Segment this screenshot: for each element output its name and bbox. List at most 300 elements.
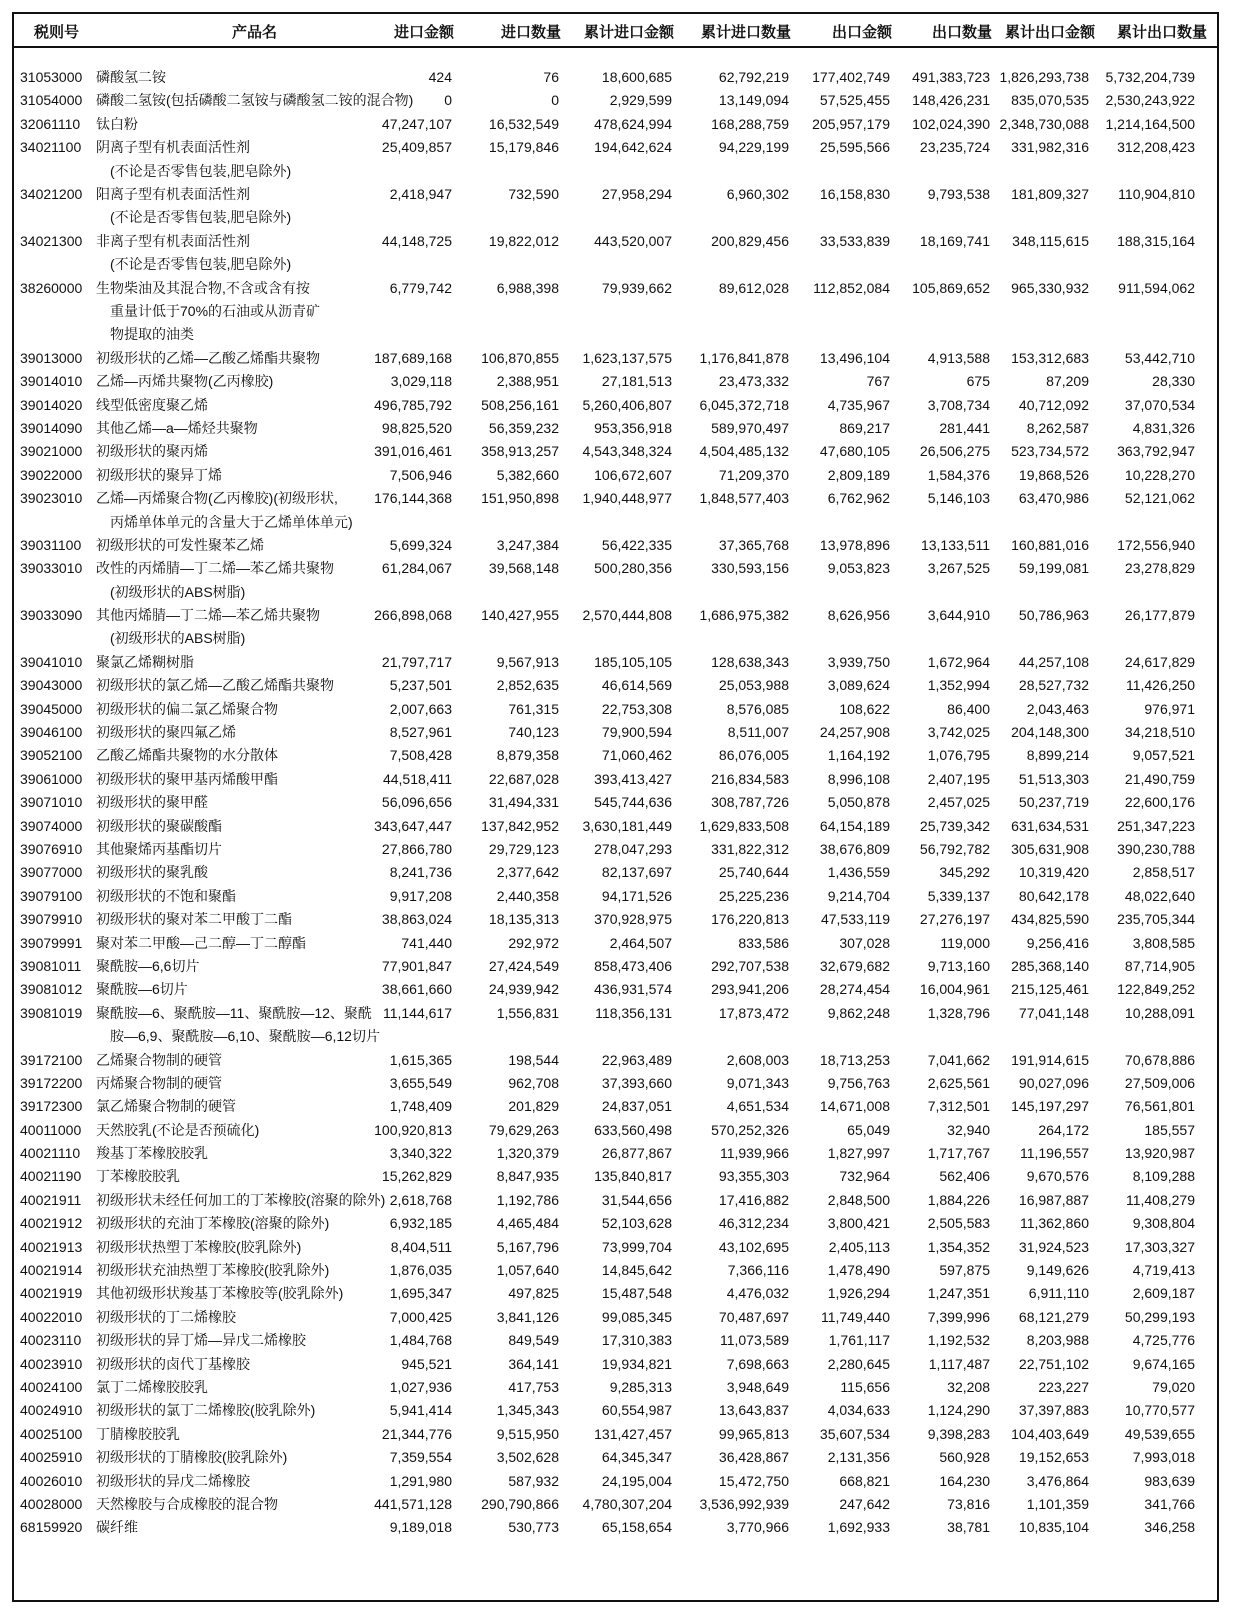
export-amount-cell: 8,626,956 bbox=[827, 607, 890, 624]
cumulative-export-quantity-cell: 122,849,252 bbox=[1117, 981, 1195, 998]
import-quantity-cell: 201,829 bbox=[508, 1098, 559, 1115]
cumulative-import-amount-cell: 24,837,051 bbox=[601, 1098, 672, 1115]
product-name bbox=[96, 183, 291, 230]
cumulative-import-quantity-cell: 25,053,988 bbox=[718, 677, 789, 694]
cumulative-export-quantity-cell: 76,561,801 bbox=[1124, 1098, 1195, 1115]
tariff-code: 40022010 bbox=[20, 1308, 83, 1325]
cumulative-import-quantity-cell: 331,822,312 bbox=[711, 841, 789, 857]
product-name-line: 初级形状的聚异丁烯 bbox=[96, 466, 222, 483]
import-quantity-cell: 497,825 bbox=[508, 1285, 559, 1302]
cumulative-import-amount-cell: 2,929,599 bbox=[609, 92, 672, 109]
import-amount-cell: 25,409,857 bbox=[381, 139, 452, 156]
export-amount-cell: 9,053,823 bbox=[827, 560, 890, 577]
table-row bbox=[14, 534, 1217, 557]
product-name bbox=[96, 768, 278, 791]
import-amount-cell: 7,508,428 bbox=[389, 747, 452, 764]
cumulative-import-amount-cell: 71,060,462 bbox=[601, 747, 672, 764]
cumulative-export-quantity-cell: 23,278,829 bbox=[1124, 560, 1195, 577]
import-quantity-cell: 2,440,358 bbox=[496, 887, 559, 904]
cumulative-export-amount-cell: 204,148,300 bbox=[1011, 724, 1089, 741]
cumulative-export-amount-cell: 9,670,576 bbox=[1026, 1168, 1089, 1185]
product-name-line: 聚氯乙烯糊树脂 bbox=[96, 653, 194, 670]
cumulative-import-amount-cell: 545,744,636 bbox=[594, 794, 672, 811]
import-amount-cell: 1,876,035 bbox=[389, 1262, 452, 1279]
import-amount-cell: 3,340,322 bbox=[389, 1145, 452, 1162]
tariff-code: 34021200 bbox=[20, 185, 83, 202]
cumulative-export-amount-cell: 37,397,883 bbox=[1018, 1402, 1089, 1419]
cumulative-export-quantity-cell: 251,347,223 bbox=[1117, 817, 1195, 834]
import-quantity-cell: 79,629,263 bbox=[488, 1121, 559, 1138]
cumulative-import-quantity-cell: 128,638,343 bbox=[711, 653, 789, 670]
export-amount-cell: 28,274,454 bbox=[819, 981, 890, 998]
export-quantity-cell: 3,644,910 bbox=[927, 607, 990, 624]
cumulative-import-amount-cell: 27,181,513 bbox=[601, 373, 672, 390]
cumulative-export-quantity-cell: 346,258 bbox=[1144, 1519, 1195, 1536]
import-quantity-cell: 6,988,398 bbox=[496, 279, 559, 296]
cumulative-import-amount-cell: 278,047,293 bbox=[594, 841, 672, 857]
cumulative-export-amount-cell: 285,368,140 bbox=[1011, 957, 1089, 974]
cumulative-import-amount-cell: 65,158,654 bbox=[601, 1519, 672, 1536]
cumulative-import-quantity-cell: 3,948,649 bbox=[726, 1379, 789, 1395]
cumulative-export-quantity-cell: 5,732,204,739 bbox=[1105, 69, 1195, 85]
tariff-code: 39077000 bbox=[20, 864, 83, 881]
cumulative-import-quantity-cell: 99,965,813 bbox=[718, 1425, 789, 1442]
product-name-line: 初级形状的聚碳酸酯 bbox=[96, 817, 222, 834]
cumulative-import-quantity-cell: 11,939,966 bbox=[719, 1145, 789, 1162]
cumulative-export-amount-cell: 51,513,303 bbox=[1018, 770, 1089, 787]
import-amount-cell: 77,901,847 bbox=[381, 957, 452, 974]
export-quantity-cell: 1,076,795 bbox=[927, 747, 990, 764]
product-name bbox=[96, 1002, 380, 1049]
import-quantity-cell: 18,135,313 bbox=[488, 911, 559, 928]
cumulative-import-amount-cell: 3,630,181,449 bbox=[582, 817, 672, 834]
cumulative-export-quantity-cell: 1,214,164,500 bbox=[1105, 115, 1195, 132]
product-name-line: 丙烯聚合物制的硬管 bbox=[96, 1074, 222, 1091]
cumulative-import-amount-cell: 52,103,628 bbox=[601, 1215, 672, 1232]
import-amount-cell: 8,241,736 bbox=[389, 864, 452, 881]
cumulative-import-quantity-cell: 6,045,372,718 bbox=[699, 396, 789, 413]
cumulative-export-amount-cell: 153,312,683 bbox=[1011, 349, 1089, 366]
cumulative-export-quantity-cell: 37,070,534 bbox=[1124, 396, 1195, 413]
export-amount-cell: 9,214,704 bbox=[827, 887, 890, 904]
tariff-code: 34021300 bbox=[20, 232, 83, 249]
product-name bbox=[96, 1493, 278, 1516]
import-amount-cell: 2,618,768 bbox=[389, 1191, 452, 1208]
export-quantity-cell: 148,426,231 bbox=[912, 92, 990, 109]
import-quantity-cell: 16,532,549 bbox=[488, 115, 559, 132]
import-amount-cell: 6,779,742 bbox=[389, 279, 452, 296]
cumulative-import-amount-cell: 436,931,574 bbox=[594, 981, 672, 998]
cumulative-export-quantity-cell: 4,725,776 bbox=[1132, 1332, 1195, 1349]
export-amount-cell: 1,436,559 bbox=[827, 864, 890, 881]
import-quantity-cell: 2,388,951 bbox=[496, 373, 559, 390]
tariff-code: 39052100 bbox=[20, 747, 83, 764]
cumulative-import-amount-cell: 185,105,105 bbox=[594, 653, 672, 670]
product-name bbox=[96, 1516, 138, 1539]
export-quantity-cell: 32,940 bbox=[947, 1121, 990, 1138]
product-name-line: (不论是否零售包装,肥皂除外) bbox=[110, 162, 292, 179]
export-amount-cell: 35,607,534 bbox=[819, 1425, 890, 1442]
export-quantity-cell: 9,793,538 bbox=[927, 185, 990, 202]
table-row bbox=[14, 1282, 1217, 1305]
cumulative-import-amount-cell: 4,780,307,204 bbox=[582, 1495, 672, 1512]
cumulative-export-amount-cell: 50,786,963 bbox=[1018, 607, 1089, 624]
import-amount-cell: 2,007,663 bbox=[389, 700, 452, 717]
product-name-line: (初级形状的ABS树脂) bbox=[110, 630, 246, 647]
header-export-quantity: 出口数量 bbox=[931, 24, 992, 41]
export-amount-cell: 1,478,490 bbox=[827, 1262, 890, 1279]
table-row bbox=[14, 1049, 1217, 1072]
product-name bbox=[96, 440, 208, 463]
tariff-code: 39074000 bbox=[20, 817, 83, 834]
export-quantity-cell: 1,192,532 bbox=[927, 1332, 990, 1349]
cumulative-export-quantity-cell: 49,539,655 bbox=[1124, 1425, 1195, 1442]
cumulative-export-quantity-cell: 2,858,517 bbox=[1132, 864, 1195, 881]
cumulative-import-quantity-cell: 7,698,663 bbox=[726, 1355, 789, 1372]
cumulative-import-quantity-cell: 293,941,206 bbox=[711, 981, 789, 998]
product-name-line: 重量计低于70%的石油或从沥青矿 bbox=[110, 302, 321, 319]
import-amount-cell: 424 bbox=[428, 69, 452, 85]
export-amount-cell: 3,089,624 bbox=[827, 677, 890, 694]
product-name bbox=[96, 861, 208, 884]
cumulative-import-quantity-cell: 833,586 bbox=[738, 934, 789, 951]
product-name-line: 初级形状的氯乙烯—乙酸乙烯酯共聚物 bbox=[96, 677, 334, 694]
product-name bbox=[96, 698, 278, 721]
product-name bbox=[96, 721, 236, 744]
product-name-line: 线型低密度聚乙烯 bbox=[96, 396, 208, 413]
table-header bbox=[14, 14, 1217, 48]
table-row bbox=[14, 1353, 1217, 1376]
cumulative-export-amount-cell: 44,257,108 bbox=[1018, 653, 1089, 670]
cumulative-import-quantity-cell: 292,707,538 bbox=[711, 957, 789, 974]
export-quantity-cell: 1,717,767 bbox=[927, 1145, 990, 1162]
import-amount-cell: 5,941,414 bbox=[389, 1402, 452, 1419]
cumulative-export-quantity-cell: 13,920,987 bbox=[1124, 1145, 1195, 1162]
import-quantity-cell: 8,847,935 bbox=[496, 1168, 559, 1185]
cumulative-import-quantity-cell: 4,651,534 bbox=[726, 1098, 789, 1115]
table-row bbox=[14, 557, 1217, 604]
export-amount-cell: 18,713,253 bbox=[819, 1051, 890, 1068]
cumulative-export-amount-cell: 264,172 bbox=[1038, 1121, 1089, 1138]
product-name-line: 初级形状的聚甲基丙烯酸甲酯 bbox=[96, 770, 278, 787]
export-quantity-cell: 26,506,275 bbox=[919, 443, 990, 460]
export-quantity-cell: 25,739,342 bbox=[919, 817, 990, 834]
import-quantity-cell: 198,544 bbox=[508, 1051, 559, 1068]
cumulative-export-quantity-cell: 390,230,788 bbox=[1117, 841, 1195, 857]
export-amount-cell: 47,680,105 bbox=[819, 443, 890, 460]
tariff-code: 40021190 bbox=[20, 1168, 82, 1185]
cumulative-import-amount-cell: 31,544,656 bbox=[601, 1191, 672, 1208]
export-quantity-cell: 38,781 bbox=[947, 1519, 990, 1536]
tariff-code: 39023010 bbox=[20, 490, 83, 507]
cumulative-import-amount-cell: 17,310,383 bbox=[601, 1332, 672, 1349]
table-row bbox=[14, 838, 1217, 861]
import-amount-cell: 176,144,368 bbox=[374, 490, 452, 507]
product-name bbox=[96, 604, 320, 651]
product-name-line: 初级形状的不饱和聚酯 bbox=[96, 887, 236, 904]
cumulative-import-quantity-cell: 13,643,837 bbox=[718, 1402, 789, 1419]
export-quantity-cell: 1,584,376 bbox=[927, 466, 990, 483]
export-quantity-cell: 2,407,195 bbox=[927, 770, 990, 787]
export-amount-cell: 1,926,294 bbox=[827, 1285, 890, 1302]
export-quantity-cell: 2,625,561 bbox=[927, 1074, 990, 1091]
table-row bbox=[14, 394, 1217, 417]
cumulative-export-amount-cell: 87,209 bbox=[1046, 373, 1089, 390]
export-quantity-cell: 2,457,025 bbox=[927, 794, 990, 811]
export-quantity-cell: 562,406 bbox=[939, 1168, 990, 1185]
export-amount-cell: 32,679,682 bbox=[819, 957, 890, 974]
tariff-code: 39022000 bbox=[20, 466, 83, 483]
export-amount-cell: 9,756,763 bbox=[827, 1074, 890, 1091]
table-row bbox=[14, 1470, 1217, 1493]
tariff-code: 39172200 bbox=[20, 1074, 83, 1091]
cumulative-export-amount-cell: 80,642,178 bbox=[1018, 887, 1089, 904]
table-row bbox=[14, 791, 1217, 814]
cumulative-import-quantity-cell: 4,476,032 bbox=[726, 1285, 789, 1302]
import-amount-cell: 44,518,411 bbox=[382, 770, 452, 787]
table-row bbox=[14, 1516, 1217, 1539]
product-name-line: 初级形状的氯丁二烯橡胶(胶乳除外) bbox=[96, 1402, 316, 1419]
product-name bbox=[96, 136, 291, 183]
cumulative-export-quantity-cell: 188,315,164 bbox=[1117, 232, 1195, 249]
import-amount-cell: 3,655,549 bbox=[389, 1074, 452, 1091]
export-quantity-cell: 102,024,390 bbox=[912, 115, 990, 132]
cumulative-export-quantity-cell: 983,639 bbox=[1144, 1472, 1195, 1489]
import-amount-cell: 7,359,554 bbox=[389, 1449, 452, 1466]
tariff-code: 39045000 bbox=[20, 700, 83, 717]
cumulative-import-amount-cell: 478,624,994 bbox=[594, 115, 672, 132]
cumulative-import-amount-cell: 73,999,704 bbox=[601, 1238, 672, 1255]
product-name-line: 天然橡胶与合成橡胶的混合物 bbox=[96, 1495, 278, 1512]
product-name-line: 物提取的油类 bbox=[110, 326, 194, 343]
export-quantity-cell: 7,399,996 bbox=[927, 1308, 990, 1325]
header-export-amount: 出口金额 bbox=[831, 24, 892, 41]
cumulative-import-quantity-cell: 176,220,813 bbox=[711, 911, 789, 928]
cumulative-export-quantity-cell: 34,218,510 bbox=[1124, 724, 1195, 741]
product-name-line: 磷酸二氢铵(包括磷酸二氢铵与磷酸氢二铵的混合物) bbox=[96, 92, 414, 109]
product-name-line: 初级形状的聚甲醛 bbox=[96, 794, 208, 811]
product-name-line: 乙烯聚合物制的硬管 bbox=[96, 1051, 222, 1068]
table-row bbox=[14, 440, 1217, 463]
product-name bbox=[96, 885, 236, 908]
table-row bbox=[14, 744, 1217, 767]
import-quantity-cell: 76 bbox=[543, 69, 559, 85]
product-name bbox=[96, 978, 188, 1001]
cumulative-export-amount-cell: 68,121,279 bbox=[1018, 1308, 1089, 1325]
import-amount-cell: 7,506,946 bbox=[389, 466, 452, 483]
export-amount-cell: 3,939,750 bbox=[827, 653, 890, 670]
export-amount-cell: 57,525,455 bbox=[819, 92, 890, 109]
import-amount-cell: 1,615,365 bbox=[389, 1051, 452, 1068]
header-import-quantity: 进口数量 bbox=[500, 24, 561, 41]
tariff-code: 39172100 bbox=[20, 1051, 83, 1068]
cumulative-export-amount-cell: 8,262,587 bbox=[1026, 419, 1089, 436]
tariff-code: 40021911 bbox=[20, 1191, 82, 1208]
import-quantity-cell: 508,256,161 bbox=[481, 396, 559, 413]
product-name bbox=[96, 955, 199, 978]
cumulative-import-amount-cell: 118,356,131 bbox=[595, 1004, 672, 1021]
cumulative-import-quantity-cell: 25,740,644 bbox=[718, 864, 789, 881]
product-name bbox=[96, 557, 334, 604]
cumulative-export-quantity-cell: 9,057,521 bbox=[1132, 747, 1195, 764]
cumulative-import-quantity-cell: 1,176,841,878 bbox=[699, 349, 789, 366]
product-name bbox=[96, 370, 273, 393]
export-quantity-cell: 281,441 bbox=[939, 419, 990, 436]
cumulative-export-quantity-cell: 185,557 bbox=[1144, 1121, 1195, 1138]
cumulative-export-amount-cell: 77,041,148 bbox=[1018, 1004, 1089, 1021]
cumulative-import-quantity-cell: 25,225,236 bbox=[718, 887, 789, 904]
product-name bbox=[96, 113, 138, 136]
import-amount-cell: 100,920,813 bbox=[374, 1121, 452, 1138]
cumulative-import-quantity-cell: 1,848,577,403 bbox=[699, 490, 789, 507]
import-amount-cell: 8,404,511 bbox=[390, 1238, 452, 1255]
cumulative-import-amount-cell: 5,260,406,807 bbox=[582, 396, 672, 413]
table-row bbox=[14, 230, 1217, 277]
product-name bbox=[96, 1353, 250, 1376]
cumulative-import-quantity-cell: 9,071,343 bbox=[726, 1074, 789, 1091]
tariff-code: 40025100 bbox=[20, 1425, 83, 1442]
tariff-code: 31053000 bbox=[20, 69, 83, 85]
import-amount-cell: 3,029,118 bbox=[390, 373, 452, 390]
cumulative-export-amount-cell: 50,237,719 bbox=[1018, 794, 1089, 811]
cumulative-export-amount-cell: 6,911,110 bbox=[1028, 1285, 1089, 1302]
cumulative-import-amount-cell: 194,642,624 bbox=[594, 139, 672, 156]
import-quantity-cell: 24,939,942 bbox=[488, 981, 559, 998]
product-name-line: 生物柴油及其混合物,不含或含有按 bbox=[96, 279, 310, 296]
cumulative-import-quantity-cell: 36,428,867 bbox=[718, 1449, 789, 1466]
tariff-code: 32061110 bbox=[20, 115, 81, 132]
export-amount-cell: 1,761,117 bbox=[828, 1332, 890, 1349]
export-amount-cell: 4,735,967 bbox=[827, 396, 890, 413]
export-amount-cell: 8,996,108 bbox=[827, 770, 890, 787]
import-amount-cell: 61,284,067 bbox=[381, 560, 452, 577]
table-row bbox=[14, 1002, 1217, 1049]
export-quantity-cell: 119,000 bbox=[940, 934, 990, 951]
cumulative-export-quantity-cell: 172,556,940 bbox=[1117, 536, 1195, 553]
cumulative-import-quantity-cell: 13,149,094 bbox=[718, 92, 789, 109]
tariff-code: 39081012 bbox=[20, 981, 83, 998]
header-cumulative-export-amount: 累计出口金额 bbox=[1004, 24, 1095, 41]
table-row bbox=[14, 136, 1217, 183]
import-quantity-cell: 761,315 bbox=[508, 700, 559, 717]
product-name bbox=[96, 66, 166, 89]
import-quantity-cell: 106,870,855 bbox=[481, 349, 559, 366]
table-row bbox=[14, 674, 1217, 697]
import-amount-cell: 6,932,185 bbox=[389, 1215, 452, 1232]
cumulative-export-amount-cell: 160,881,016 bbox=[1011, 536, 1089, 553]
export-quantity-cell: 9,398,283 bbox=[927, 1425, 990, 1442]
product-name bbox=[96, 1306, 236, 1329]
import-amount-cell: 343,647,447 bbox=[374, 817, 452, 834]
cumulative-import-amount-cell: 370,928,975 bbox=[594, 911, 672, 928]
cumulative-export-quantity-cell: 341,766 bbox=[1144, 1495, 1195, 1512]
export-quantity-cell: 1,352,994 bbox=[927, 677, 990, 694]
import-amount-cell: 266,898,068 bbox=[374, 607, 452, 624]
export-quantity-cell: 27,276,197 bbox=[919, 911, 990, 928]
tariff-code: 39076910 bbox=[20, 841, 83, 857]
cumulative-import-quantity-cell: 37,365,768 bbox=[718, 536, 789, 553]
cumulative-export-quantity-cell: 9,674,165 bbox=[1132, 1355, 1195, 1372]
import-quantity-cell: 358,913,257 bbox=[481, 443, 559, 460]
export-amount-cell: 47,533,119 bbox=[820, 911, 890, 928]
product-name bbox=[96, 1142, 208, 1165]
product-name-line: 其他聚烯丙基酯切片 bbox=[96, 841, 222, 857]
export-quantity-cell: 9,713,160 bbox=[927, 957, 990, 974]
import-quantity-cell: 8,879,358 bbox=[496, 747, 559, 764]
product-name-line: 其他初级形状羧基丁苯橡胶等(胶乳除外) bbox=[96, 1285, 344, 1302]
tariff-code: 40026010 bbox=[20, 1472, 83, 1489]
tariff-code: 39031100 bbox=[20, 536, 82, 553]
cumulative-import-quantity-cell: 70,487,697 bbox=[718, 1308, 789, 1325]
cumulative-import-quantity-cell: 7,366,116 bbox=[727, 1262, 789, 1279]
product-name-line: (不论是否零售包装,肥皂除外) bbox=[110, 256, 292, 273]
import-quantity-cell: 39,568,148 bbox=[488, 560, 559, 577]
cumulative-export-amount-cell: 10,835,104 bbox=[1018, 1519, 1089, 1536]
import-quantity-cell: 27,424,549 bbox=[488, 957, 559, 974]
import-amount-cell: 27,866,780 bbox=[381, 841, 452, 857]
tariff-code: 31054000 bbox=[20, 92, 83, 109]
export-amount-cell: 4,034,633 bbox=[827, 1402, 890, 1419]
tariff-code: 40023110 bbox=[20, 1332, 82, 1349]
cumulative-import-amount-cell: 22,963,489 bbox=[601, 1051, 672, 1068]
cumulative-export-quantity-cell: 11,408,279 bbox=[1125, 1191, 1195, 1208]
cumulative-import-amount-cell: 131,427,457 bbox=[594, 1425, 672, 1442]
cumulative-export-quantity-cell: 235,705,344 bbox=[1117, 911, 1195, 928]
tariff-code: 39014090 bbox=[20, 419, 83, 436]
export-quantity-cell: 3,267,525 bbox=[927, 560, 990, 577]
import-amount-cell: 56,096,656 bbox=[381, 794, 452, 811]
product-name-line: 初级形状的充油丁苯橡胶(溶聚的除外) bbox=[96, 1215, 330, 1232]
import-quantity-cell: 1,192,786 bbox=[496, 1191, 559, 1208]
cumulative-export-amount-cell: 90,027,096 bbox=[1018, 1074, 1089, 1091]
product-name-line: 其他丙烯腈—丁二烯—苯乙烯共聚物 bbox=[96, 607, 320, 624]
cumulative-import-quantity-cell: 3,770,966 bbox=[726, 1519, 789, 1536]
tariff-code: 40021913 bbox=[20, 1238, 83, 1255]
cumulative-import-amount-cell: 106,672,607 bbox=[594, 466, 672, 483]
export-amount-cell: 2,131,356 bbox=[827, 1449, 890, 1466]
cumulative-export-amount-cell: 8,203,988 bbox=[1026, 1332, 1089, 1349]
import-amount-cell: 187,689,168 bbox=[374, 349, 452, 366]
cumulative-import-amount-cell: 500,280,356 bbox=[594, 560, 672, 577]
cumulative-export-amount-cell: 31,924,523 bbox=[1018, 1238, 1089, 1255]
product-name-line: 氯丁二烯橡胶胶乳 bbox=[96, 1379, 208, 1395]
cumulative-export-amount-cell: 434,825,590 bbox=[1011, 911, 1089, 928]
export-quantity-cell: 56,792,782 bbox=[919, 841, 990, 857]
cumulative-export-amount-cell: 19,868,526 bbox=[1018, 466, 1089, 483]
table-row bbox=[14, 1142, 1217, 1165]
import-amount-cell: 11,144,617 bbox=[382, 1004, 452, 1021]
cumulative-import-quantity-cell: 11,073,589 bbox=[719, 1332, 789, 1349]
header-import-amount: 进口金额 bbox=[393, 24, 454, 41]
table-row bbox=[14, 347, 1217, 370]
product-name-line: 乙酸乙烯酯共聚物的水分散体 bbox=[96, 747, 278, 764]
product-name bbox=[96, 1049, 222, 1072]
import-quantity-cell: 1,556,831 bbox=[496, 1004, 559, 1021]
cumulative-export-amount-cell: 19,152,653 bbox=[1018, 1449, 1089, 1466]
cumulative-export-quantity-cell: 17,303,327 bbox=[1124, 1238, 1195, 1255]
cumulative-import-quantity-cell: 168,288,759 bbox=[711, 115, 789, 132]
import-quantity-cell: 530,773 bbox=[508, 1519, 559, 1536]
export-amount-cell: 668,821 bbox=[839, 1472, 890, 1489]
tariff-code: 68159920 bbox=[20, 1519, 83, 1536]
tariff-code: 40021919 bbox=[20, 1285, 83, 1302]
import-amount-cell: 1,291,980 bbox=[389, 1472, 452, 1489]
cumulative-import-amount-cell: 99,085,345 bbox=[601, 1308, 672, 1325]
import-quantity-cell: 290,790,866 bbox=[481, 1495, 559, 1512]
cumulative-import-quantity-cell: 46,312,234 bbox=[718, 1215, 789, 1232]
export-quantity-cell: 7,041,662 bbox=[927, 1051, 990, 1068]
cumulative-import-quantity-cell: 589,970,497 bbox=[711, 419, 789, 436]
